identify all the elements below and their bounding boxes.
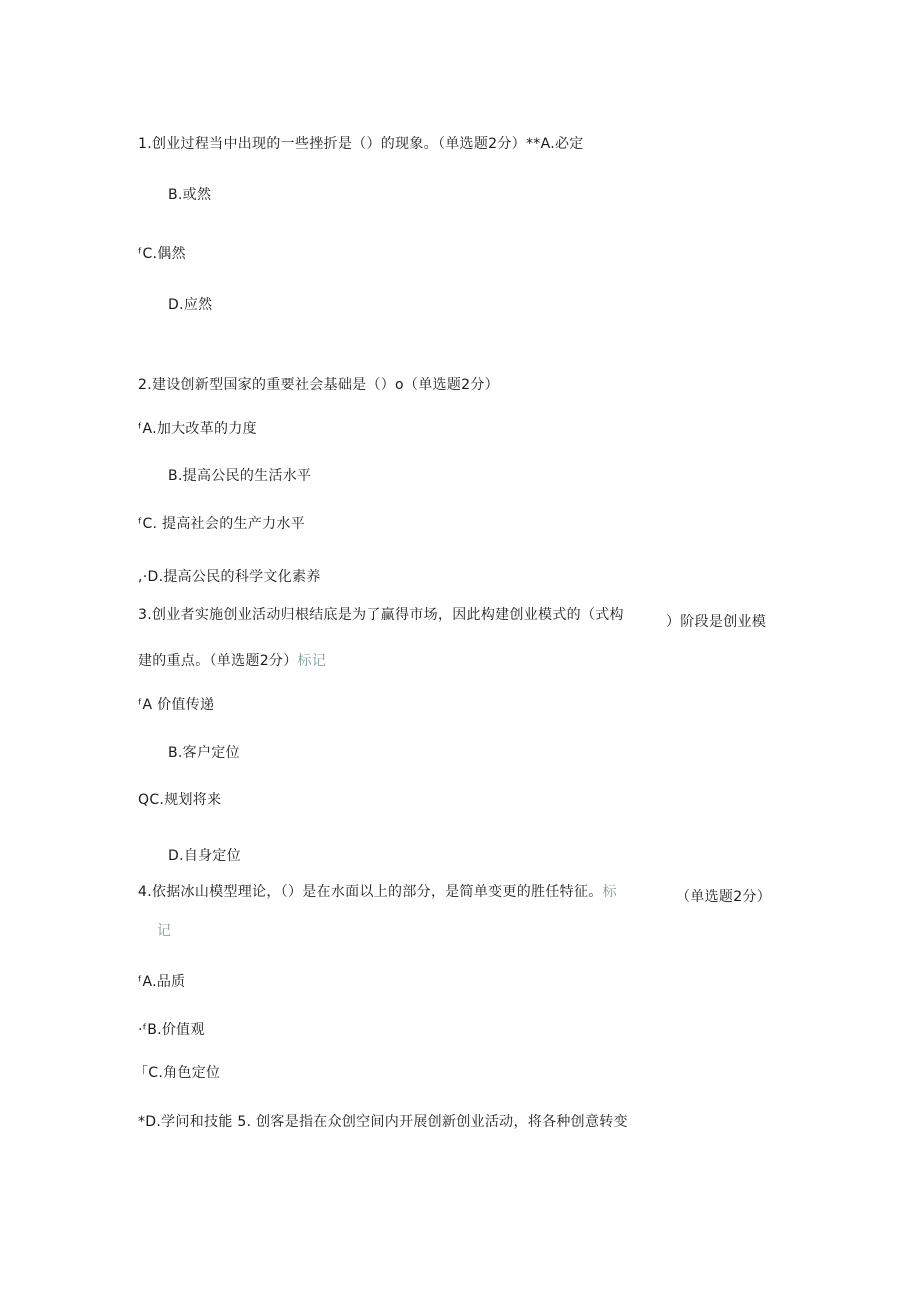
q2-option-c[interactable]: ᶠC. 提高社会的生产力水平 — [138, 516, 306, 532]
q3-option-a[interactable]: ᶠA 价值传递 — [138, 697, 215, 713]
q3-stem-line2 — [138, 651, 326, 671]
q4-option-a[interactable]: ᶠA.品质 — [138, 974, 186, 990]
q4-option-c[interactable]: 「C.角色定位 — [134, 1065, 221, 1081]
q2-stem: 2.建设创新型国家的重要社会基础是（）o（单选题2分） — [138, 377, 499, 393]
q3-stem-part2: ）阶段是创业模 — [666, 614, 767, 630]
q2-option-d[interactable]: ,·D.提高公民的科学文化素养 — [138, 569, 321, 585]
q3-option-d[interactable]: D.自身定位 — [168, 848, 242, 864]
q4-option-b[interactable]: ·ᶠB.价值观 — [138, 1022, 205, 1038]
q4-stem — [138, 882, 617, 902]
q3-option-b[interactable]: B.客户定位 — [168, 745, 240, 761]
q3-stem-text: 建的重点。（单选题2分） — [138, 653, 298, 669]
q4-stem-text: 4.依据冰山模型理论，（）是在水面以上的部分，是简单变更的胜任特征。 — [138, 884, 603, 900]
q4-mark-link-1[interactable]: 标 — [602, 884, 617, 900]
q4-stem-tail: （单选题2分） — [676, 889, 772, 905]
q2-option-a[interactable]: ᶠA.加大改革的力度 — [138, 421, 257, 437]
q1-option-c[interactable]: ᶠC.偶然 — [138, 246, 186, 262]
q3-mark-link[interactable]: 标记 — [297, 653, 327, 669]
q3-option-c[interactable]: QC.规划将来 — [138, 792, 222, 808]
q4-option-d-and-q5-stem[interactable]: *D.学问和技能 5. 创客是指在众创空间内开展创新创业活动，将各种创意转变 — [138, 1114, 628, 1130]
q4-mark-link-2[interactable]: 记 — [157, 923, 172, 939]
q1-option-d[interactable]: D.应然 — [168, 297, 213, 313]
q1-stem: 1.创业过程当中出现的一些挫折是（）的现象。（单选题2分）**A.必定 — [138, 136, 584, 152]
q2-option-b[interactable]: B.提高公民的生活水平 — [168, 468, 312, 484]
q1-option-b[interactable]: B.或然 — [168, 187, 212, 203]
q3-stem-part1: 3.创业者实施创业活动归根结底是为了赢得市场，因此构建创业模式的（式构 — [138, 607, 624, 623]
